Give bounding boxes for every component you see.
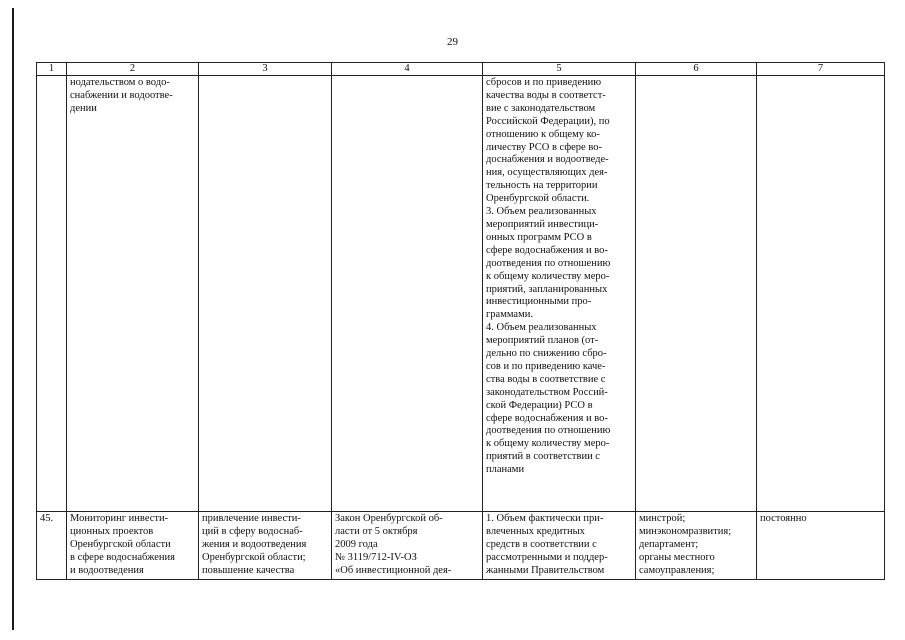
table-cell-period [757,76,885,512]
table-cell-number [37,76,67,512]
table-cell-name: нодательством о водо- снабжении и водоотве- дении [67,76,199,512]
column-header-1: 1 [37,63,67,76]
table-cell-goals [199,76,332,512]
column-header-3: 3 [199,63,332,76]
column-header-7: 7 [757,63,885,76]
table-cell-responsible: минстрой; минэкономразвития; департамент; органы местного самоуправления; [636,512,757,580]
table-cell-responsible [636,76,757,512]
column-header-5: 5 [483,63,636,76]
table-cell-legal-basis [332,76,483,512]
table-cell-indicators: сбросов и по приведению качества воды в соответст- вие с законодательством Российской Федерации), по отношению к общему ко- личеству РСО в сфере во- доснабжения и водоотведе- ния, осуществляющих дея- тельность на территории Оренбургской области. 3. Объем реализованных мероприятий инвестици- онных программ РСО в сфере водоснабжения и во- доотведения по отношению к общему количеству меро- приятий, запланированных инвестиционными про- граммами. 4. Объем реализованных мероприятий планов (от- дельно по снижению сбро- сов и по приведению каче- ства воды в соответствие с законодательством Россий- ской Федерации) РСО в сфере водоснабжения и во- доотведения по отношению к общему количеству меро- приятий в соответствии с планами [483,76,636,512]
table-row [37,76,885,512]
table-cell-name: Мониторинг инвести- ционных проектов Оренбургской области в сфере водоснабжения и водоотведения [67,512,199,580]
document-table [36,62,885,580]
page-binding-edge [12,8,14,630]
table-row [37,512,885,580]
column-header-2: 2 [67,63,199,76]
table-cell-indicators: 1. Объем фактически при- влеченных кредитных средств в соответствии с рассмотренными и поддер- жанными Правительством [483,512,636,580]
table-cell-period: постоянно [757,512,885,580]
column-header-4: 4 [332,63,483,76]
table-cell-number: 45. [37,512,67,580]
page-number: 29 [447,36,458,48]
table-header-row [37,63,885,76]
table-cell-goals: привлечение инвести- ций в сферу водоснаб- жения и водоотведения Оренбургской области; повышение качества [199,512,332,580]
column-header-6: 6 [636,63,757,76]
table-cell-legal-basis: Закон Оренбургской об- ласти от 5 октября 2009 года № 3119/712-IV-ОЗ «Об инвестиционной дея- [332,512,483,580]
